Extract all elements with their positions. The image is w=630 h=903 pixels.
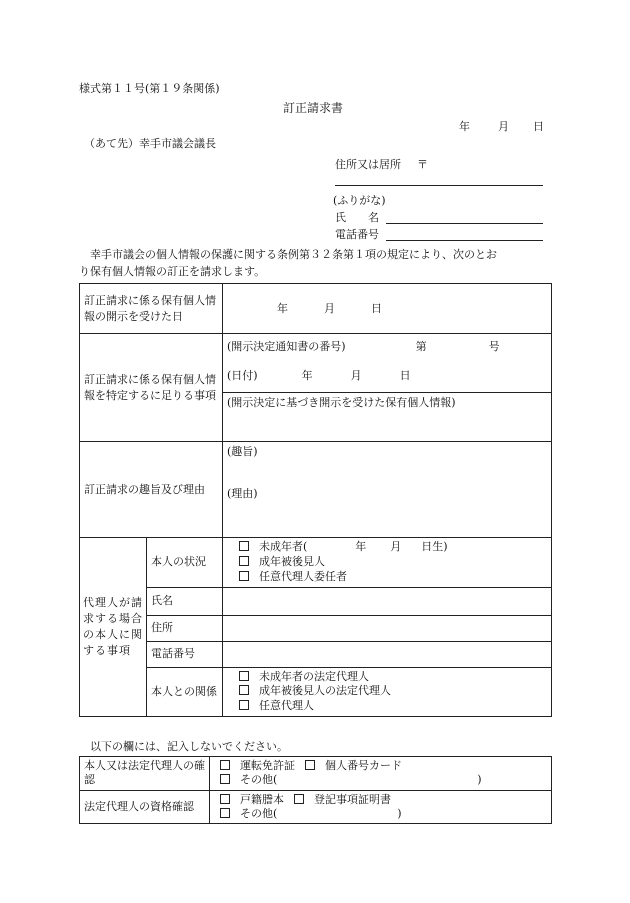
agent-group-label: 代理人が請求する場合の本人に関する事項 [80, 538, 147, 717]
agent-phone-field[interactable] [223, 641, 552, 667]
purpose-label: (趣旨) [227, 445, 258, 458]
checkbox-my-number-card[interactable] [305, 760, 315, 770]
office-table [79, 756, 552, 824]
checkbox-voluntary-agent[interactable] [239, 700, 249, 710]
agent-name-field[interactable] [223, 587, 552, 615]
name-line[interactable] [386, 223, 543, 224]
addressee: （あて先）幸手市議会議長 [84, 137, 216, 150]
agent-status-options: 未成年者( 年 月 日生) 成年被後見人 任意代理人委任者 [223, 538, 552, 588]
request-table [79, 283, 552, 717]
checkbox-qualification-other[interactable] [220, 808, 230, 818]
name-label: 氏 名 [335, 211, 379, 224]
intro-line-1: 幸手市議会の個人情報の保護に関する条例第３２条第１項の規定により、次のとお [90, 248, 497, 261]
checkbox-family-register[interactable] [220, 794, 230, 804]
day-label: 日 [533, 120, 544, 133]
date-header [459, 120, 544, 133]
agent-name-label: 氏名 [147, 587, 223, 615]
purpose-reason-field[interactable] [223, 442, 552, 538]
agent-address-label: 住所 [147, 615, 223, 641]
furigana-label: (ふりがな) [333, 194, 386, 207]
notice-date-field[interactable]: (日付) 年 月 日 [223, 360, 552, 393]
checkbox-identity-other[interactable] [220, 774, 230, 784]
disclosed-info-field[interactable]: (開示決定に基づき開示を受けた保有個人情報) [223, 393, 552, 442]
disclosure-date-label: 訂正請求に係る保有個人情報の開示を受けた日 [80, 284, 223, 334]
identity-check-options: 運転免許証 個人番号カード その他( ) [210, 757, 552, 791]
agent-status-label: 本人の状況 [147, 538, 223, 588]
notice-number-field[interactable]: (開示決定通知書の番号) 第 号 [223, 334, 552, 360]
agent-relation-options: 未成年者の法定代理人 成年被後見人の法定代理人 任意代理人 [223, 667, 552, 717]
identity-check-label: 本人又は法定代理人の確認 [80, 757, 210, 791]
month-label: 月 [498, 120, 509, 133]
checkbox-adult-guardian[interactable] [239, 685, 249, 695]
intro-line-2: り保有個人情報の訂正を請求します。 [79, 265, 266, 278]
reason-label: (理由) [227, 486, 258, 500]
year-label: 年 [459, 120, 470, 133]
agent-relation-label: 本人との関係 [147, 667, 223, 717]
address-label: 住所又は居所 [335, 158, 401, 171]
purpose-reason-label: 訂正請求の趣旨及び理由 [80, 442, 223, 538]
address-row [335, 158, 428, 171]
checkbox-registry-certificate[interactable] [294, 794, 304, 804]
agent-phone-label: 電話番号 [147, 641, 223, 667]
form-number: 様式第１１号(第１９条関係) [79, 82, 220, 95]
form-title: 訂正請求書 [283, 101, 344, 115]
specify-label: 訂正請求に係る保有個人情報を特定するに足りる事項 [80, 334, 223, 442]
checkbox-minor[interactable] [239, 541, 249, 551]
postal-mark: 〒 [417, 158, 428, 171]
phone-label: 電話番号 [335, 228, 379, 241]
checkbox-adult-ward[interactable] [239, 556, 249, 566]
checkbox-minor-guardian[interactable] [239, 671, 249, 681]
disclosure-date-field[interactable]: 年 月 日 [223, 284, 552, 334]
agent-address-field[interactable] [223, 615, 552, 641]
qualification-check-label: 法定代理人の資格確認 [80, 790, 210, 824]
phone-line[interactable] [386, 240, 543, 241]
checkbox-voluntary-principal[interactable] [239, 571, 249, 581]
address-line[interactable] [335, 185, 543, 186]
checkbox-drivers-license[interactable] [220, 760, 230, 770]
office-note: 以下の欄には、記入しないでください。 [90, 740, 288, 753]
qualification-check-options: 戸籍謄本 登記事項証明書 その他( ) [210, 790, 552, 824]
